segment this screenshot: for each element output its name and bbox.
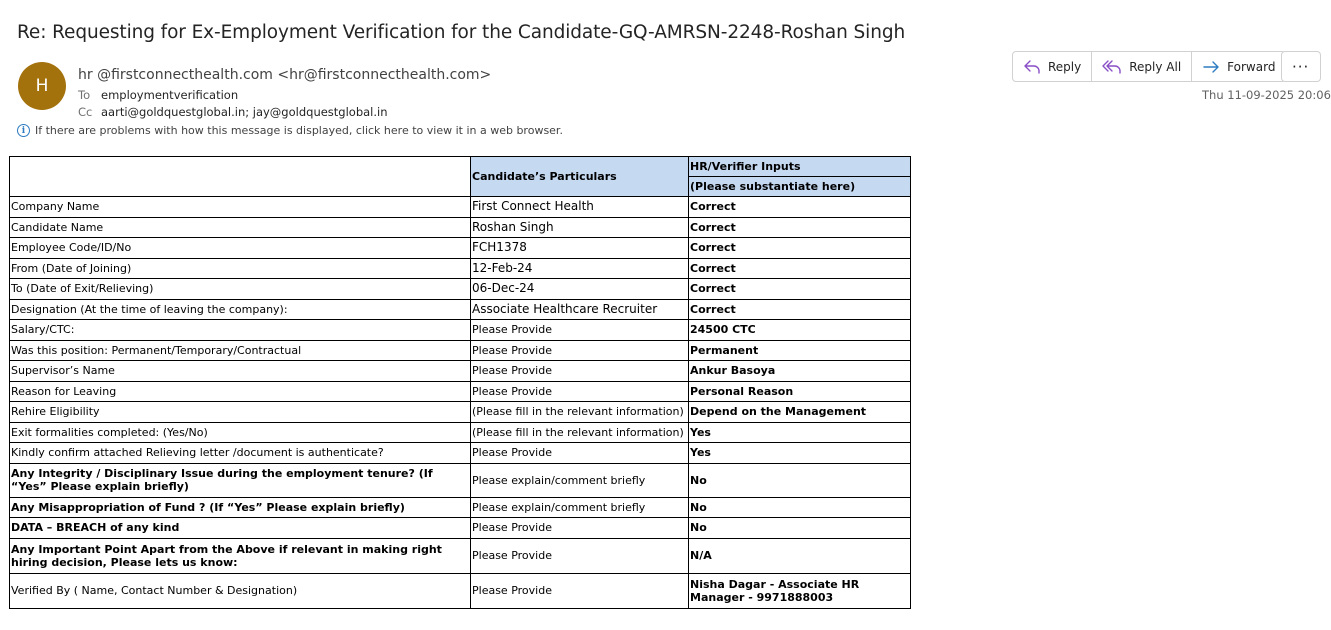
row-candidate-value: Please Provide bbox=[471, 573, 689, 608]
to-recipient[interactable]: employmentverification bbox=[101, 88, 239, 102]
more-actions-button[interactable]: ··· bbox=[1281, 51, 1321, 82]
message-actions bbox=[1012, 51, 1286, 82]
to-label: To bbox=[78, 88, 91, 102]
table-row bbox=[10, 573, 911, 608]
row-verifier-value: Correct bbox=[689, 238, 911, 259]
table-row bbox=[10, 422, 911, 443]
row-label: To (Date of Exit/Relieving) bbox=[10, 279, 471, 300]
table-row bbox=[10, 279, 911, 300]
row-label: Candidate Name bbox=[10, 217, 471, 238]
table-row bbox=[10, 463, 911, 497]
row-candidate-value: Please Provide bbox=[471, 538, 689, 573]
table-row bbox=[10, 299, 911, 320]
table-row bbox=[10, 402, 911, 423]
table-row bbox=[10, 258, 911, 279]
row-verifier-value: Correct bbox=[689, 217, 911, 238]
row-verifier-value: Correct bbox=[689, 258, 911, 279]
row-verifier-value: 24500 CTC bbox=[689, 320, 911, 341]
row-candidate-value: Please explain/comment briefly bbox=[471, 463, 689, 497]
row-candidate-value: First Connect Health bbox=[471, 197, 689, 218]
row-candidate-value: Please Provide bbox=[471, 443, 689, 464]
row-label: From (Date of Joining) bbox=[10, 258, 471, 279]
row-verifier-value: Personal Reason bbox=[689, 381, 911, 402]
row-label: Salary/CTC: bbox=[10, 320, 471, 341]
table-row bbox=[10, 320, 911, 341]
forward-button[interactable] bbox=[1192, 52, 1285, 81]
row-label: Supervisor’s Name bbox=[10, 361, 471, 382]
row-verifier-value: No bbox=[689, 518, 911, 539]
info-icon: i bbox=[17, 124, 30, 137]
row-verifier-value: No bbox=[689, 497, 911, 518]
row-candidate-value: 06-Dec-24 bbox=[471, 279, 689, 300]
header-verifier-inputs: HR/Verifier Inputs bbox=[689, 157, 911, 177]
row-label: Kindly confirm attached Relieving letter /document is authenticate? bbox=[10, 443, 471, 464]
reply-label: Reply bbox=[1048, 59, 1082, 74]
row-verifier-value: Yes bbox=[689, 422, 911, 443]
sent-date: Thu 11-09-2025 20:06 bbox=[1202, 88, 1331, 102]
header-candidate-particulars: Candidate’s Particulars bbox=[471, 157, 689, 197]
header-blank-cell bbox=[10, 157, 471, 197]
row-candidate-value: Please Provide bbox=[471, 361, 689, 382]
row-label: Was this position: Permanent/Temporary/Contractual bbox=[10, 340, 471, 361]
row-label: Rehire Eligibility bbox=[10, 402, 471, 423]
row-candidate-value: 12-Feb-24 bbox=[471, 258, 689, 279]
table-row bbox=[10, 238, 911, 259]
cc-line bbox=[78, 105, 388, 119]
row-verifier-value: Depend on the Management bbox=[689, 402, 911, 423]
row-label: Company Name bbox=[10, 197, 471, 218]
row-candidate-value: Associate Healthcare Recruiter bbox=[471, 299, 689, 320]
row-candidate-value: (Please fill in the relevant information) bbox=[471, 402, 689, 423]
row-verifier-value: Correct bbox=[689, 197, 911, 218]
cc-recipients[interactable]: aarti@goldquestglobal.in; jay@goldquestglobal.in bbox=[101, 105, 388, 119]
row-verifier-value: Ankur Basoya bbox=[689, 361, 911, 382]
cc-label: Cc bbox=[78, 105, 93, 119]
row-candidate-value: Please Provide bbox=[471, 518, 689, 539]
sender-address[interactable]: hr @firstconnecthealth.com <hr@firstconnecthealth.com> bbox=[78, 67, 492, 83]
reply-all-icon bbox=[1102, 59, 1122, 75]
row-candidate-value: FCH1378 bbox=[471, 238, 689, 259]
verification-table bbox=[9, 156, 911, 609]
row-verifier-value: Correct bbox=[689, 279, 911, 300]
row-label: Any Misappropriation of Fund ? (If “Yes” Please explain briefly) bbox=[10, 497, 471, 518]
table-row bbox=[10, 443, 911, 464]
table-row bbox=[10, 217, 911, 238]
reply-button[interactable] bbox=[1013, 52, 1092, 81]
row-label: Verified By ( Name, Contact Number & Designation) bbox=[10, 573, 471, 608]
table-row bbox=[10, 538, 911, 573]
row-candidate-value: Please Provide bbox=[471, 340, 689, 361]
row-candidate-value: Please explain/comment briefly bbox=[471, 497, 689, 518]
reply-all-label: Reply All bbox=[1129, 59, 1182, 74]
row-candidate-value: Please Provide bbox=[471, 381, 689, 402]
row-label: Designation (At the time of leaving the company): bbox=[10, 299, 471, 320]
table-row bbox=[10, 497, 911, 518]
row-candidate-value: Roshan Singh bbox=[471, 217, 689, 238]
reply-icon bbox=[1023, 59, 1041, 75]
display-notice-text[interactable]: If there are problems with how this message is displayed, click here to view it in a web browser. bbox=[35, 124, 563, 137]
forward-label: Forward bbox=[1227, 59, 1276, 74]
table-row bbox=[10, 361, 911, 382]
row-label: Exit formalities completed: (Yes/No) bbox=[10, 422, 471, 443]
row-candidate-value: Please Provide bbox=[471, 320, 689, 341]
table-row bbox=[10, 518, 911, 539]
header-substantiate: (Please substantiate here) bbox=[689, 177, 911, 197]
row-candidate-value: (Please fill in the relevant information) bbox=[471, 422, 689, 443]
row-verifier-value: No bbox=[689, 463, 911, 497]
row-verifier-value: Permanent bbox=[689, 340, 911, 361]
forward-icon bbox=[1202, 59, 1220, 75]
row-verifier-value: Yes bbox=[689, 443, 911, 464]
table-row bbox=[10, 340, 911, 361]
sender-avatar[interactable]: H bbox=[18, 62, 66, 110]
to-line bbox=[78, 88, 238, 102]
email-subject: Re: Requesting for Ex-Employment Verification for the Candidate-GQ-AMRSN-2248-Roshan Singh bbox=[17, 22, 906, 43]
row-verifier-value: N/A bbox=[689, 538, 911, 573]
row-label: Any Important Point Apart from the Above if relevant in making right hiring decision, Please lets us know: bbox=[10, 538, 471, 573]
row-verifier-value: Correct bbox=[689, 299, 911, 320]
row-label: Employee Code/ID/No bbox=[10, 238, 471, 259]
table-row bbox=[10, 197, 911, 218]
table-row bbox=[10, 381, 911, 402]
row-label: DATA – BREACH of any kind bbox=[10, 518, 471, 539]
row-verifier-value: Nisha Dagar - Associate HR Manager - 9971888003 bbox=[689, 573, 911, 608]
table-header-row bbox=[10, 157, 911, 177]
reply-all-button[interactable] bbox=[1092, 52, 1192, 81]
row-label: Reason for Leaving bbox=[10, 381, 471, 402]
row-label: Any Integrity / Disciplinary Issue during the employment tenure? (If “Yes” Please explain briefly) bbox=[10, 463, 471, 497]
display-notice[interactable] bbox=[17, 124, 563, 137]
